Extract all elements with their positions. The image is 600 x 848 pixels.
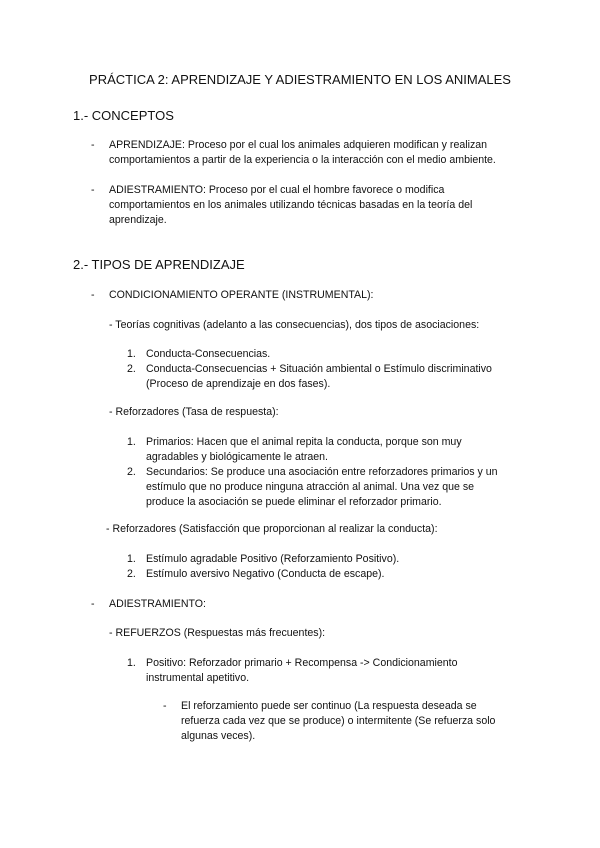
list-number: 2. [127,466,136,478]
adiestramiento-title: ADIESTRAMIENTO: [109,598,206,610]
refuerzos-label: - REFUERZOS (Respuestas más frecuentes): [109,627,326,639]
text-line: comportamientos a partir de la experiencia o la interacción con el medio ambiente. [109,154,496,166]
bullet-dash: - [91,139,95,151]
text-line: Conducta-Consecuencias. [146,348,271,360]
concept-adiestramiento [109,183,472,228]
text-line: APRENDIZAJE: Proceso por el cual los animales adquieren modifican y realizan [109,139,488,151]
section-1-heading: 1.- CONCEPTOS [73,108,174,123]
list-number: 2. [127,363,136,375]
list-number: 1. [127,348,136,360]
list-number: 1. [127,436,136,448]
text-line: Conducta-Consecuencias + Situación ambiental o Estímulo discriminativo [146,363,492,375]
teorias-item-2 [146,362,492,392]
concept-aprendizaje [109,138,496,168]
bullet-dash: - [91,598,95,610]
section-2-heading: 2.- TIPOS DE APRENDIZAJE [73,257,245,272]
page-title: PRÁCTICA 2: APRENDIZAJE Y ADIESTRAMIENTO EN LOS ANIMALES [89,72,511,87]
reforzadores-secundarios [146,465,498,510]
reforzadores-primarios [146,435,462,465]
text-line: ADIESTRAMIENTO: Proceso por el cual el hombre favorece o modifica [109,184,445,196]
text-line: El reforzamiento puede ser continuo (La respuesta deseada se [181,700,477,712]
text-line: Secundarios: Se produce una asociación entre reforzadores primarios y un [146,466,498,478]
reforzadores-tasa-label: - Reforzadores (Tasa de respuesta): [109,406,279,418]
text-line: aprendizaje. [109,214,167,226]
condicionamiento-title: CONDICIONAMIENTO OPERANTE (INSTRUMENTAL): [109,289,374,301]
text-line: estímulo que no produce ninguna atracción al animal. Una vez que se [146,481,475,493]
text-line: comportamientos en los animales utilizando técnicas basadas en la teoría del [109,199,473,211]
text-line: instrumental apetitivo. [146,672,250,684]
text-line: produce la asociación se puede eliminar el reforzador primario. [146,496,442,508]
teorias-item-1 [146,347,270,362]
refuerzo-positivo [146,656,458,686]
bullet-dash: - [163,700,167,712]
teorias-label: - Teorías cognitivas (adelanto a las consecuencias), dos tipos de asociaciones: [109,319,480,331]
text-line: algunas veces). [181,730,256,742]
estimulo-negativo: Estímulo aversivo Negativo (Conducta de escape). [146,568,385,580]
text-line: (Proceso de aprendizaje en dos fases). [146,378,331,390]
list-number: 2. [127,568,136,580]
text-line: Primarios: Hacen que el animal repita la conducta, porque son muy [146,436,462,448]
estimulo-positivo: Estímulo agradable Positivo (Reforzamiento Positivo). [146,553,400,565]
text-line: agradables y biológicamente le atraen. [146,451,328,463]
text-line: Positivo: Reforzador primario + Recompensa -> Condicionamiento [146,657,458,669]
refuerzo-sub-note [181,699,495,744]
list-number: 1. [127,553,136,565]
bullet-dash: - [91,184,95,196]
list-number: 1. [127,657,136,669]
reforzadores-satisfaccion-label: - Reforzadores (Satisfacción que proporcionan al realizar la conducta): [106,523,438,535]
bullet-dash: - [91,289,95,301]
text-line: refuerza cada vez que se produce) o intermitente (Se refuerza solo [181,715,496,727]
